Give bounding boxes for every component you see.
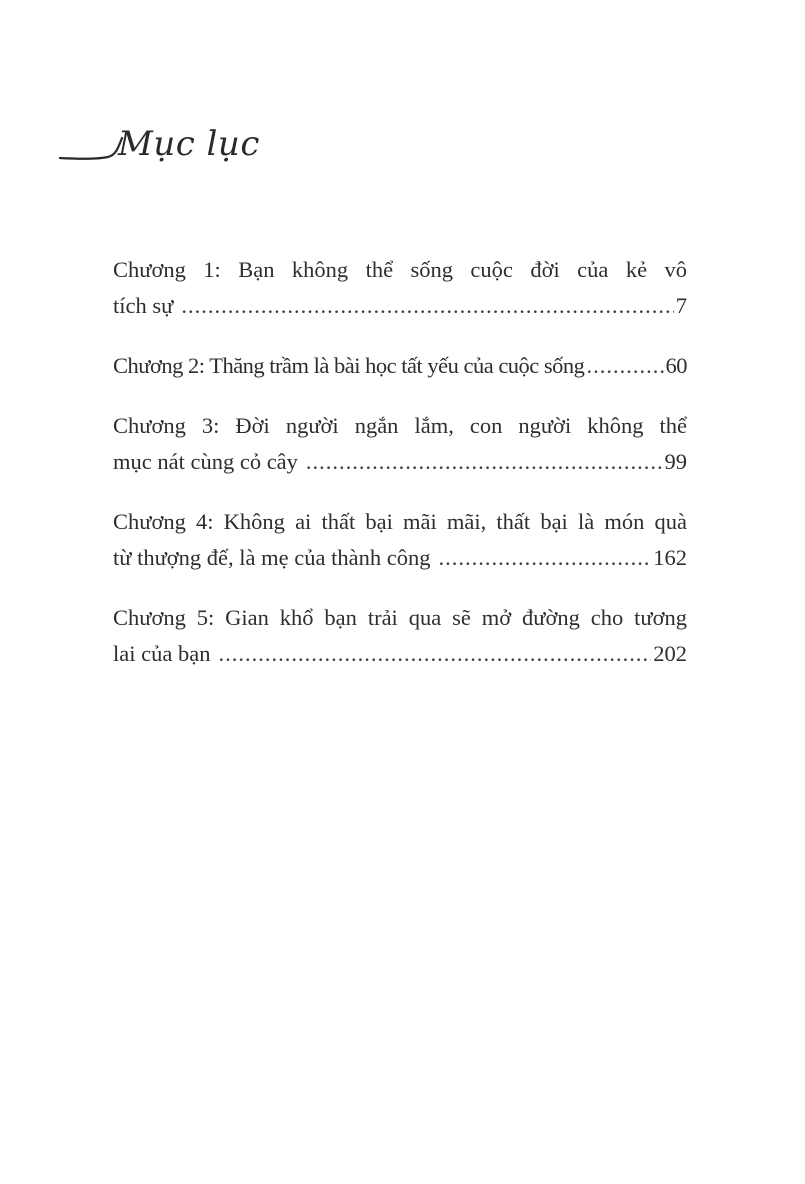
- toc-entry-title-line1: Chương 2: Thăng trầm là bài học tất yếu của cuộc sống: [113, 353, 585, 378]
- toc-page-number: 162: [653, 545, 687, 570]
- toc-entry-title-line2: từ thượng đế, là mẹ của thành công: [113, 545, 431, 570]
- page-title: Mục lục: [118, 124, 260, 164]
- dot-leader: [306, 444, 663, 480]
- toc-entry-3[interactable]: [113, 408, 687, 480]
- toc-entry-1[interactable]: [113, 252, 687, 324]
- dot-leader: [181, 288, 673, 324]
- toc-entry-title-line2: mục nát cùng cỏ cây: [113, 449, 298, 474]
- toc-entry-2[interactable]: [113, 348, 687, 384]
- dot-leader: [586, 348, 663, 384]
- toc-entry-title-line1: Chương 4: Không ai thất bại mãi mãi, thất bại là món quà: [113, 509, 687, 534]
- toc-entry-title-line2: tích sự: [113, 293, 174, 318]
- table-of-contents: [113, 252, 687, 696]
- toc-entry-title-line1: Chương 3: Đời người ngắn lắm, con người không thể: [113, 413, 687, 438]
- toc-entry-4[interactable]: [113, 504, 687, 576]
- toc-page-number: 60: [665, 353, 687, 378]
- toc-page-number: 7: [675, 293, 687, 318]
- dot-leader: [438, 540, 651, 576]
- toc-entry-title-line1: Chương 1: Bạn không thể sống cuộc đời của kẻ vô: [113, 257, 687, 282]
- toc-heading: [58, 118, 298, 178]
- toc-entry-5[interactable]: [113, 600, 687, 672]
- toc-page-number: 99: [664, 449, 687, 474]
- dot-leader: [218, 636, 651, 672]
- toc-entry-title-line2: lai của bạn: [113, 641, 211, 666]
- toc-entry-title-line1: Chương 5: Gian khổ bạn trải qua sẽ mở đường cho tương: [113, 605, 687, 630]
- toc-page-number: 202: [653, 641, 687, 666]
